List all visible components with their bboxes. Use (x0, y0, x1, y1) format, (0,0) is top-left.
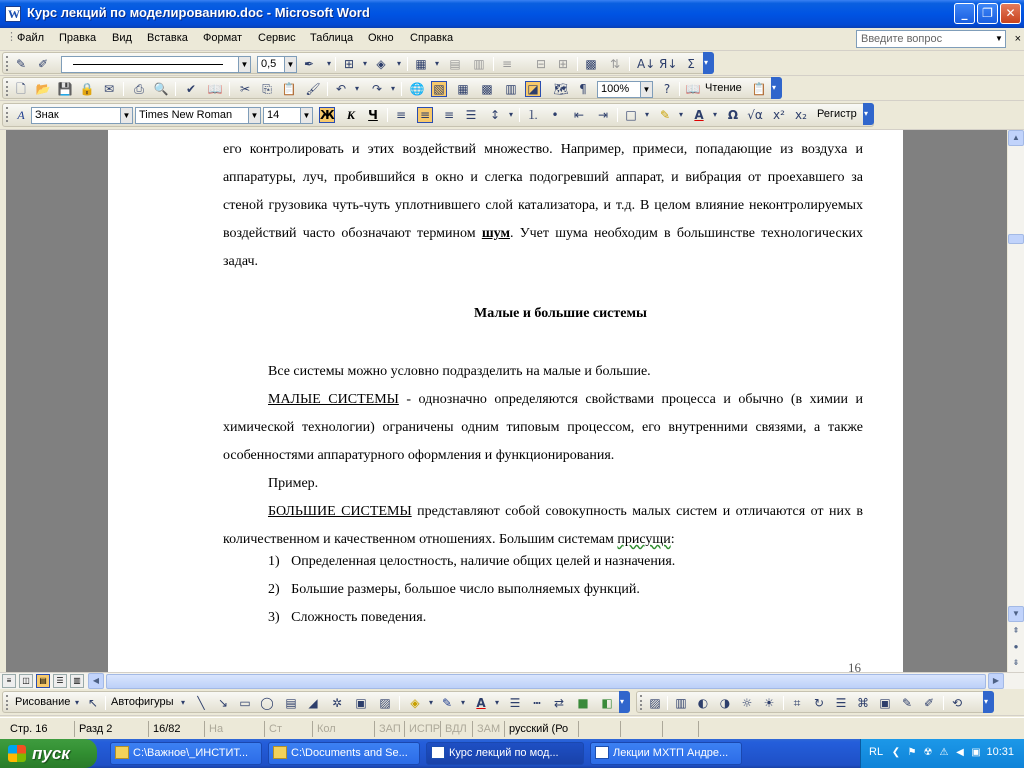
chevron-down-icon[interactable]: ▼ (120, 108, 132, 123)
line-style-icon[interactable]: ☰ (509, 696, 521, 710)
insert-table-icon[interactable]: ▦ (415, 57, 427, 71)
toolbar-options-button[interactable] (619, 691, 630, 713)
redo-icon[interactable]: ↷ (371, 82, 383, 96)
paragraph-big-systems (223, 498, 863, 554)
toolbar-separator (399, 696, 400, 710)
toolbar-separator (175, 82, 176, 96)
toolbar-options-button[interactable] (703, 52, 714, 74)
chevron-down-icon[interactable]: ▼ (284, 57, 296, 72)
page-number: 16 (848, 660, 861, 672)
insert-table-icon[interactable]: ▦ (457, 82, 469, 96)
copy-icon[interactable]: ⎘ (262, 82, 272, 96)
style-select[interactable] (31, 107, 133, 124)
menu-format[interactable]: Формат (203, 32, 243, 44)
taskbar-item-label: Курс лекций по мод... (449, 747, 559, 759)
distribute-columns-icon[interactable]: ⊞ (557, 57, 569, 71)
status-spelling (578, 721, 618, 737)
picture-toolbar (636, 691, 994, 713)
scroll-right-arrow-icon[interactable]: ▶ (988, 673, 1004, 689)
vertical-scrollbar[interactable] (1007, 130, 1024, 672)
chevron-down-icon[interactable]: ▾ (354, 84, 359, 93)
chevron-down-icon[interactable]: ▼ (238, 57, 250, 72)
list-item-number: 1) (268, 554, 280, 569)
list-item (268, 554, 675, 570)
chevron-down-icon[interactable]: ▾ (74, 698, 79, 707)
status-at: На (204, 721, 256, 737)
list-item (268, 582, 640, 598)
help-icon[interactable]: ? (663, 82, 671, 96)
big-systems-word: присущи (617, 532, 671, 547)
sort-descending-icon[interactable]: Я↓ (659, 57, 678, 71)
normal-view-icon[interactable]: ≡ (2, 674, 16, 688)
chevron-down-icon[interactable]: ▾ (678, 110, 683, 119)
maximize-button[interactable]: ❐ (977, 3, 998, 24)
toolbar-separator (679, 82, 680, 96)
status-page: Стр. 16 (10, 723, 48, 735)
chevron-down-icon[interactable]: ▼ (300, 108, 312, 123)
arrow-icon[interactable]: ↘ (217, 696, 229, 710)
select-objects-icon[interactable]: ↖ (87, 696, 99, 710)
reading-layout-icon[interactable]: 📖 (685, 82, 701, 96)
browse-object-icon[interactable]: ● (1008, 640, 1024, 656)
border-color-icon[interactable]: ✒ (303, 57, 315, 71)
color-icon[interactable]: ▥ (675, 696, 687, 710)
paragraph-example: Пример. (268, 476, 319, 491)
network-icon[interactable]: ⚑ (907, 747, 917, 758)
chevron-down-icon[interactable]: ▾ (460, 698, 465, 707)
input-language[interactable]: RL (869, 746, 884, 758)
status-record[interactable]: ЗАП (374, 721, 404, 737)
line-weight-select[interactable] (257, 56, 297, 73)
menu-tools[interactable]: Сервис (258, 32, 296, 44)
horizontal-scrollbar[interactable] (0, 672, 1024, 689)
drawing-menu[interactable]: Рисование (15, 696, 71, 708)
formatting-toolbar (2, 103, 874, 127)
change-case-label[interactable]: Регистр (817, 108, 857, 120)
line-style-icon[interactable]: ☰ (835, 696, 847, 710)
big-systems-term: БОЛЬШИЕ СИСТЕМЫ (268, 504, 412, 519)
outline-view-icon[interactable]: ☰ (53, 674, 67, 688)
toolbar-separator (943, 696, 944, 710)
menu-view[interactable]: Вид (112, 32, 132, 44)
vertical-scroll-thumb[interactable] (1008, 234, 1024, 244)
sort-ascending-icon[interactable]: A↓ (637, 57, 656, 71)
tables-borders-toolbar (2, 52, 714, 74)
menu-window[interactable]: Окно (368, 32, 394, 44)
line-color-icon[interactable]: ✎ (441, 696, 453, 710)
decrease-indent-icon[interactable]: ⇤ (573, 108, 585, 122)
style-value: Знак (35, 109, 59, 121)
font-select[interactable] (135, 107, 261, 124)
insert-excel-icon[interactable]: ▩ (481, 82, 493, 96)
help-question-placeholder: Введите вопрос (861, 33, 943, 45)
toolbar-separator (335, 57, 336, 71)
compress-icon[interactable]: ⌘ (857, 696, 869, 710)
set-transparent-icon[interactable]: ✐ (923, 696, 935, 710)
clipboard-icon[interactable]: 📋 (751, 82, 767, 96)
clock[interactable]: 10:31 (986, 746, 1014, 758)
autosum-icon[interactable]: Σ (687, 57, 695, 71)
back-arrow-icon[interactable]: ❮ (891, 747, 901, 758)
status-track-changes[interactable]: ИСПР (404, 721, 440, 737)
autoshapes-menu[interactable]: Автофигуры (111, 696, 174, 708)
scroll-down-arrow-icon[interactable]: ▼ (1008, 606, 1024, 622)
text-direction-icon[interactable]: ⇅ (609, 57, 621, 71)
toolbar-options-button[interactable] (771, 77, 782, 99)
toolbar-options-button[interactable] (863, 103, 874, 125)
research-icon[interactable]: 📖 (207, 82, 223, 96)
system-tray (860, 739, 1024, 768)
start-button[interactable] (0, 739, 97, 768)
menu-bar (0, 28, 1024, 51)
chevron-down-icon[interactable]: ▾ (396, 59, 401, 68)
font-color-icon[interactable]: A (694, 108, 704, 122)
small-systems-term: МАЛЫЕ СИСТЕМЫ (268, 392, 399, 407)
word-doc-icon (431, 746, 445, 759)
window-title: Курс лекций по моделированию.doc - Microsoft Word (27, 5, 370, 20)
symbol-icon[interactable]: Ω (727, 108, 739, 122)
underline-button[interactable]: Ч (368, 108, 378, 122)
borders-icon[interactable]: ⊞ (343, 57, 355, 71)
section-heading: Малые и большие системы (474, 306, 647, 321)
status-empty (620, 721, 660, 737)
list-item-text: Определенная целостность, наличие общих целей и назначения. (291, 554, 676, 569)
security-icon[interactable]: ⚠ (939, 747, 949, 758)
drawing-icon[interactable]: ◪ (525, 81, 541, 97)
chevron-down-icon[interactable]: ▾ (390, 84, 395, 93)
font-size-select[interactable] (263, 107, 313, 124)
next-page-icon[interactable]: ⇟ (1008, 656, 1024, 672)
status-page-count: 16/82 (148, 721, 202, 737)
folder-icon (115, 746, 129, 759)
toolbar-separator (617, 108, 618, 122)
chevron-down-icon[interactable]: ▾ (644, 110, 649, 119)
device-icon[interactable]: ▣ (971, 747, 981, 758)
show-formatting-icon[interactable]: ¶ (579, 82, 587, 96)
align-center-icon[interactable]: ≡ (417, 107, 433, 123)
word-app-icon[interactable] (5, 6, 21, 22)
more-contrast-icon[interactable]: ◐ (697, 696, 709, 710)
align-cell-icon[interactable]: ≡ (501, 57, 513, 71)
status-column: Кол (312, 721, 374, 737)
folder-icon (273, 746, 287, 759)
toolbar-grip[interactable] (640, 695, 643, 710)
align-left-icon[interactable]: ≡ (395, 108, 407, 122)
format-painter-icon[interactable]: 🖌 (305, 82, 321, 96)
less-brightness-icon[interactable]: ☀ (763, 696, 775, 710)
line-icon[interactable]: ╲ (197, 696, 205, 710)
start-label: пуск (32, 744, 70, 763)
open-folder-icon[interactable]: 📂 (35, 82, 51, 96)
document-area (0, 130, 1007, 672)
eraser-icon[interactable]: ✐ (37, 57, 49, 71)
zoom-select[interactable] (597, 81, 653, 98)
arrow-style-icon[interactable]: ⇄ (553, 696, 565, 710)
antivirus-icon[interactable]: ☢ (923, 747, 933, 758)
taskbar-item-label: C:\Важное\_ИНСТИТ... (133, 747, 249, 759)
status-language[interactable]: русский (Ро (504, 721, 576, 737)
volume-icon[interactable]: ◀ (956, 747, 964, 758)
menu-insert[interactable]: Вставка (147, 32, 188, 44)
clip-art-icon[interactable]: ▣ (355, 696, 367, 710)
draw-table-icon[interactable]: ✎ (15, 57, 27, 71)
merge-cells-icon[interactable]: ▤ (449, 57, 461, 71)
crop-icon[interactable]: ⌗ (793, 696, 801, 710)
menu-edit[interactable]: Правка (59, 32, 97, 44)
chevron-down-icon[interactable]: ▼ (640, 82, 652, 97)
left-edge (0, 130, 6, 672)
taskbar-item-folder-documents[interactable] (268, 742, 420, 765)
big-systems-text: представляют собой совокупность малых систем и отличаются от них в количественном и качественном отношениях. Большим системам (223, 504, 863, 547)
taskbar-item-word-course[interactable] (426, 742, 584, 765)
status-line: Ст (264, 721, 312, 737)
superscript-icon[interactable]: x² (773, 108, 785, 122)
font-value: Times New Roman (139, 109, 233, 121)
equation-icon[interactable]: √α (747, 108, 763, 122)
styles-icon[interactable]: A (17, 108, 25, 122)
numbering-icon[interactable]: ⒈ (526, 108, 539, 122)
chevron-down-icon[interactable]: ▾ (362, 59, 367, 68)
status-section: Разд 2 (74, 721, 146, 737)
columns-icon[interactable]: ▥ (505, 82, 517, 96)
toolbar-separator (629, 57, 630, 71)
drawing-toolbar (2, 691, 630, 713)
more-brightness-icon[interactable]: ☼ (741, 696, 753, 710)
taskbar-item-label: C:\Documents and Se... (291, 747, 408, 759)
scroll-left-arrow-icon[interactable]: ◀ (88, 673, 104, 689)
chevron-down-icon[interactable]: ▾ (494, 698, 499, 707)
toolbar-separator (105, 696, 106, 710)
previous-page-icon[interactable]: ⇞ (1008, 624, 1024, 640)
toolbar-row-formatting (0, 101, 1024, 130)
toolbar-grip[interactable] (6, 81, 9, 96)
toolbar-separator (519, 108, 520, 122)
save-icon[interactable]: 💾 (57, 82, 73, 96)
minimize-button[interactable]: _ (954, 3, 975, 24)
paragraph-noise-end: . Учет шума необходим в большинстве технологических задач. (223, 226, 863, 269)
document-close-button[interactable]: × (1014, 33, 1021, 45)
distribute-rows-icon[interactable]: ⊟ (535, 57, 547, 71)
oval-icon[interactable]: ◯ (260, 696, 274, 710)
paragraph-intro: Все системы можно условно подразделить на малые и большие. (268, 364, 651, 379)
line-style-sample (73, 64, 223, 65)
format-picture-icon[interactable]: ✎ (901, 696, 913, 710)
spelling-icon[interactable]: ✔ (185, 82, 197, 96)
chevron-down-icon[interactable]: ▾ (712, 110, 717, 119)
text-box-icon[interactable]: ▤ (285, 696, 297, 710)
toolbar-row-tables (0, 51, 1024, 76)
paragraph-noise-text: его контролировать и этих воздействий множество. Например, примеси, попадающие из воздуха и аппаратуры, луч, пробившийся в окно и слегка подогревший аппарат, и вибрация от проехавшего за стеной грузовика чуть-чуть уплотнившего слой катализатора, и т.д. В целом влияние неконтролируемых воздействий часто обозначают термином (223, 142, 863, 241)
document-page[interactable] (108, 130, 903, 672)
print-layout-icon[interactable]: ▤ (36, 674, 50, 688)
horizontal-scroll-thumb[interactable] (106, 674, 986, 689)
shading-color-icon[interactable]: ◈ (376, 57, 386, 71)
status-empty (662, 721, 696, 737)
taskbar-item-label: Лекции МХТП Андре... (613, 747, 729, 759)
scroll-up-arrow-icon[interactable]: ▲ (1008, 130, 1024, 146)
toolbar-separator (229, 82, 230, 96)
list-item-number: 2) (268, 582, 280, 597)
paragraph-noise (223, 136, 863, 276)
line-weight-value: 0,5 (261, 58, 277, 70)
subscript-icon[interactable]: x₂ (795, 108, 807, 122)
title-bar (0, 0, 1024, 28)
taskbar (0, 739, 1024, 768)
paragraph-small-systems (223, 386, 863, 470)
align-right-icon[interactable]: ≡ (443, 108, 455, 122)
paste-icon[interactable]: 📋 (281, 82, 297, 96)
toolbar-options-button[interactable] (983, 691, 994, 713)
toolbar-separator (327, 82, 328, 96)
text-wrapping-icon[interactable]: ▣ (879, 696, 891, 710)
increase-indent-icon[interactable]: ⇥ (597, 108, 609, 122)
chevron-down-icon[interactable]: ▼ (248, 108, 260, 123)
insert-picture-icon[interactable]: ▨ (649, 696, 661, 710)
line-spacing-icon[interactable]: ↕ (489, 108, 501, 122)
windows-logo-icon (8, 745, 26, 762)
bullets-icon[interactable]: • (551, 108, 559, 122)
italic-button[interactable]: К (346, 108, 356, 122)
shadow-style-icon[interactable]: ■ (577, 696, 589, 710)
justify-icon[interactable]: ☰ (465, 108, 477, 122)
new-document-icon[interactable]: 🗋 (16, 82, 26, 96)
status-overtype[interactable]: ЗАМ (472, 721, 504, 737)
list-item-text: Большие размеры, большое число выполняемых функций. (291, 582, 640, 597)
menu-grip: ⋮ (6, 31, 17, 43)
taskbar-item-folder-institute[interactable] (110, 742, 262, 765)
dash-style-icon[interactable]: ┅ (533, 696, 541, 710)
small-systems-text: - однозначно определяются свойствами процесса и обычно (в химии и химической технологии) ограничены одним типовым процессом, его внутренними связями, а также особенностями аппаратурного оформления и функционирования. (223, 392, 863, 463)
taskbar-item-word-lectures[interactable] (590, 742, 742, 765)
diagram-icon[interactable]: ✲ (331, 696, 343, 710)
word-doc-icon (595, 746, 609, 759)
toolbar-separator (387, 108, 388, 122)
drawing-toolbar-row (0, 690, 1024, 716)
toolbar-grip[interactable] (6, 107, 9, 122)
font-size-value: 14 (267, 109, 280, 121)
tables-borders-icon[interactable]: ▧ (431, 81, 447, 97)
status-bar (0, 717, 1024, 739)
big-systems-end: : (670, 532, 675, 547)
split-cells-icon[interactable]: ▥ (473, 57, 485, 71)
line-style-select[interactable] (61, 56, 251, 73)
cut-icon[interactable]: ✂ (239, 82, 251, 96)
toolbar-row-standard (0, 76, 1024, 101)
help-question-input[interactable] (856, 30, 1006, 48)
chevron-down-icon[interactable]: ▾ (428, 698, 433, 707)
undo-icon[interactable]: ↶ (335, 82, 347, 96)
highlight-icon[interactable]: ✎ (659, 108, 671, 122)
rotate-icon[interactable]: ↻ (813, 696, 825, 710)
permission-icon[interactable]: 🔒 (79, 82, 95, 96)
web-view-icon[interactable]: ◫ (19, 674, 33, 688)
noise-term: шум (481, 226, 510, 241)
list-item (268, 610, 426, 626)
standard-toolbar (2, 77, 782, 99)
chevron-down-icon[interactable]: ▾ (434, 59, 439, 68)
status-extend[interactable]: ВДЛ (440, 721, 472, 737)
status-empty (698, 721, 738, 737)
list-item-number: 3) (268, 610, 280, 625)
document-map-icon[interactable]: 🗺 (553, 82, 569, 96)
3d-style-icon[interactable]: ◧ (601, 696, 613, 710)
toolbar-grip[interactable] (6, 56, 9, 71)
email-icon[interactable]: ✉ (103, 82, 115, 96)
bold-button[interactable]: Ж (320, 108, 335, 122)
toolbar-separator (123, 82, 124, 96)
menu-help[interactable]: Справка (410, 32, 454, 44)
list-item-text: Сложность поведения. (291, 610, 427, 625)
print-preview-icon[interactable]: 🔍 (153, 82, 169, 96)
fill-color-icon[interactable]: ◈ (410, 696, 420, 710)
menu-table[interactable]: Таблица (310, 32, 354, 44)
toolbar-grip[interactable] (6, 695, 9, 710)
toolbar-separator (401, 82, 402, 96)
wordart-icon[interactable]: ◢ (308, 696, 318, 710)
font-color-icon[interactable]: A (476, 696, 486, 710)
toolbar-separator (667, 696, 668, 710)
reading-label[interactable]: Чтение (705, 82, 742, 94)
hyperlink-icon[interactable]: 🌐 (409, 82, 425, 96)
toolbar-separator (407, 57, 408, 71)
reset-picture-icon[interactable]: ⟲ (951, 696, 963, 710)
autoformat-table-icon[interactable]: ▩ (585, 57, 597, 71)
close-button[interactable]: ✕ (1000, 3, 1021, 24)
zoom-value: 100% (601, 83, 630, 95)
reading-view-icon[interactable]: ▥ (70, 674, 84, 688)
less-contrast-icon[interactable]: ◑ (719, 696, 731, 710)
toolbar-separator (783, 696, 784, 710)
rectangle-icon[interactable]: ▭ (239, 696, 251, 710)
toolbar-separator (493, 57, 494, 71)
chevron-down-icon[interactable]: ▾ (326, 59, 331, 68)
toolbar-separator (577, 57, 578, 71)
outside-border-icon[interactable]: □ (625, 108, 637, 122)
print-icon[interactable]: ⎙ (134, 82, 144, 96)
chevron-down-icon[interactable]: ▾ (180, 698, 185, 707)
menu-file[interactable]: Файл (17, 32, 45, 44)
chevron-down-icon[interactable]: ▾ (508, 110, 513, 119)
insert-picture-icon[interactable]: ▨ (379, 696, 391, 710)
chevron-down-icon[interactable]: ▼ (995, 34, 1003, 43)
